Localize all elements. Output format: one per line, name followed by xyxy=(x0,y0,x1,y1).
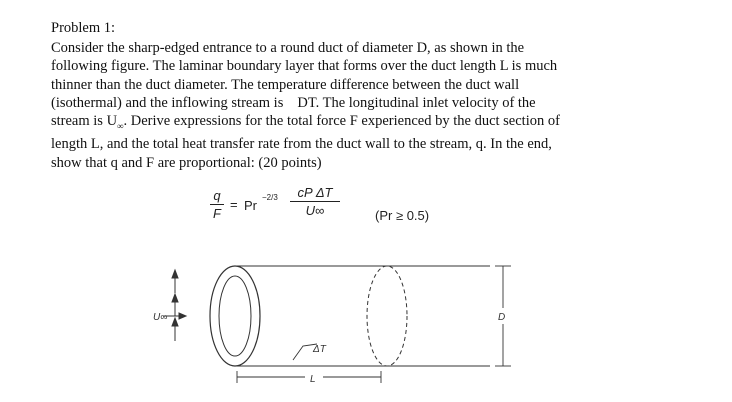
statement-line-7: show that q and F are proportional: (20 points) xyxy=(51,154,322,171)
duct-figure xyxy=(145,248,525,396)
statement-line-4 xyxy=(51,94,701,112)
inflow-velocity-label: U∞ xyxy=(153,312,168,323)
duct-section-ellipse xyxy=(367,266,407,366)
rhs-denominator: U∞ xyxy=(305,203,325,218)
problem-title: Problem 1: xyxy=(51,20,116,36)
statement-line-4-part-2: DT. The longitudinal inlet velocity of the xyxy=(297,94,536,111)
statement-line-6: length L, and the total heat transfer rate from the duct wall to the stream, q. In the end, xyxy=(51,136,552,153)
statement-line-5 xyxy=(51,112,701,135)
lhs-numerator: q xyxy=(213,188,221,203)
inflow-arrows xyxy=(163,270,186,341)
statement-line-4-part-1: (isothermal) and the inflowing stream is xyxy=(51,94,284,111)
prandtl-symbol: Pr xyxy=(244,198,257,213)
rhs-fraction xyxy=(290,185,340,218)
lhs-denominator: F xyxy=(213,206,221,221)
prandtl-condition: (Pr ≥ 0.5) xyxy=(375,208,430,223)
velocity-subscript: ∞ xyxy=(117,121,124,132)
lhs-fraction xyxy=(210,188,224,221)
diameter-label: D xyxy=(498,312,506,323)
statement-line-3: thinner than the duct diameter. The temperature difference between the duct wall xyxy=(51,76,520,93)
delta-t-label: ΔT xyxy=(313,344,326,355)
statement-line-1: Consider the sharp-edged entrance to a round duct of diameter D, as shown in the xyxy=(51,40,525,56)
prandtl-exponent: −2/3 xyxy=(262,193,278,202)
rhs-numerator: cP ΔT xyxy=(297,185,333,200)
statement-line-5-suffix: . Derive expressions for the total force F experienced by the duct section of xyxy=(123,113,560,130)
duct-inlet-inner xyxy=(219,276,251,356)
statement-line-5-prefix: stream is U xyxy=(51,113,118,130)
statement-line-2: following figure. The laminar boundary layer that forms over the duct length L is much xyxy=(51,58,558,75)
length-label: L xyxy=(310,374,316,385)
equals-sign: = xyxy=(230,197,238,212)
problem-statement xyxy=(51,39,701,172)
duct-inlet-ellipse xyxy=(210,266,260,366)
